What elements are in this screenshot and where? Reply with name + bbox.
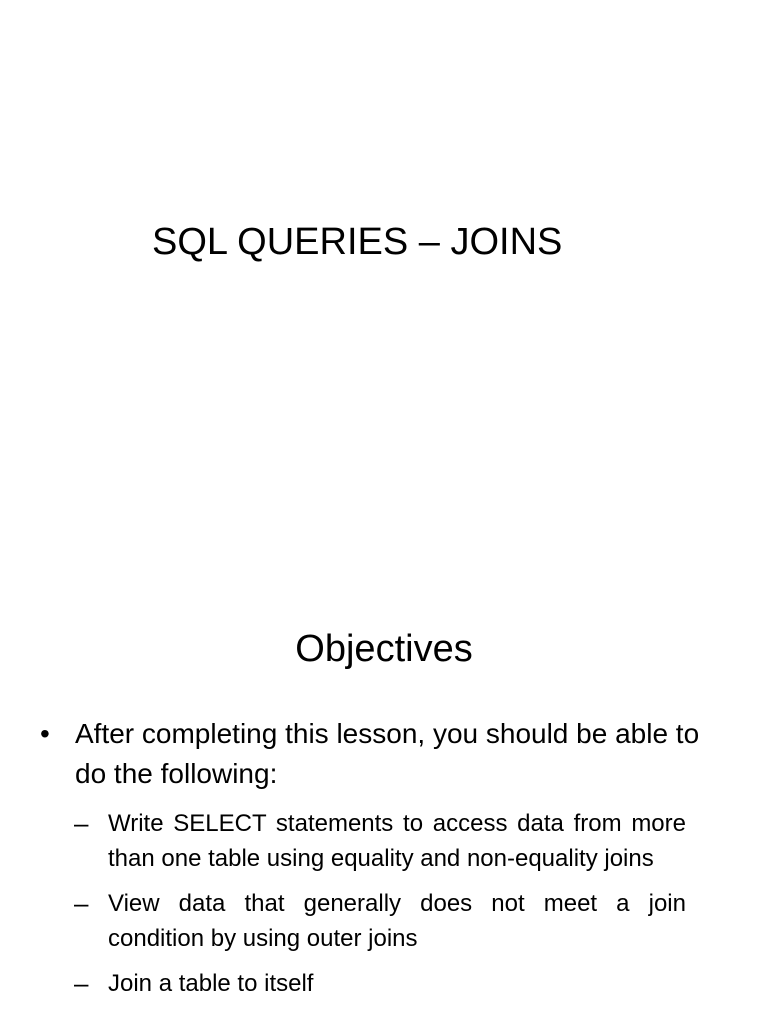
objectives-list [40,714,730,1011]
list-item [74,886,686,956]
objectives-intro-text: After completing this lesson, you should be able to do the following: [75,718,700,789]
list-item-text: Write SELECT statements to access data from more than one table using equality and non-equality joins [108,810,686,872]
bullet-marker: • [40,718,50,749]
slide-title: SQL QUERIES – JOINS [152,221,563,263]
objectives-heading: Objectives [295,628,473,670]
list-item-text: Join a table to itself [108,970,314,997]
dash-marker: – [74,888,89,918]
dash-marker: – [74,968,89,998]
list-item [74,806,686,876]
dash-marker: – [74,808,89,838]
objectives-sub-list [40,806,730,1001]
list-item-text: View data that generally does not meet a join condition by using outer joins [108,890,686,952]
list-item [74,966,686,1001]
objectives-intro-item [40,714,730,794]
